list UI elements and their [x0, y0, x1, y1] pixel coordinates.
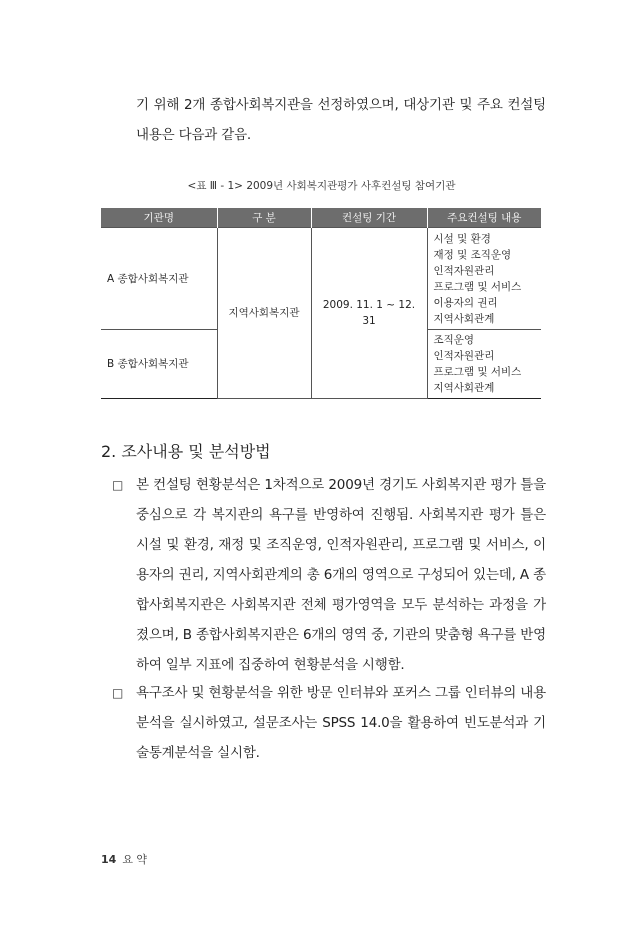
table-header-row	[101, 208, 541, 228]
page-number: 14	[101, 853, 117, 866]
topic-item: 시설 및 환경	[433, 232, 491, 245]
footer-label: 요 약	[122, 853, 148, 866]
topic-item: 인적자원관리	[433, 264, 495, 277]
header-topics: 주요컨설팅 내용	[427, 208, 541, 228]
topics-a	[427, 228, 541, 330]
topics-b	[427, 330, 541, 399]
topic-item: 조직운영	[433, 334, 475, 346]
section-paragraph-2: 욕구조사 및 현황분석을 위한 방문 인터뷰와 포커스 그룹 인터뷰의 내용분석을 실시하였고, 설문조사는 SPSS 14.0을 활용하여 빈도분석과 기술통계분석을 실시함.	[136, 685, 546, 761]
institution-a: A 종합사회복지관	[101, 228, 217, 330]
table-row	[101, 228, 541, 330]
topic-item: 프로그램 및 서비스	[433, 280, 522, 293]
topic-item: 프로그램 및 서비스	[433, 366, 522, 378]
section-heading: 2. 조사내용 및 분석방법	[101, 442, 271, 461]
topic-item: 지역사회관계	[433, 382, 495, 394]
page-footer	[101, 851, 147, 867]
header-category: 구 분	[217, 208, 311, 228]
header-period: 컨설팅 기간	[311, 208, 427, 228]
institution-b: B 종합사회복지관	[101, 330, 217, 399]
section-paragraph-1: 본 컨설팅 현황분석은 1차적으로 2009년 경기도 사회복지관 평가 틀을 중심으로 각 복지관의 욕구를 반영하여 진행됨. 사회복지관 평가 틀은 시설 및 환경, 재정 및 조직운영, 인적자원관리, 프로그램 및 서비스, 이용자의 권리, 지역사회관계의 총 6개의 영역으로 구성되어 있는데, A 종합사회복지관은 사회복지관 전체 평가영역을 모두 분석하는 과정을 가졌으며, B 종합사회복지관은 6개의 영역 중, 기관의 맞춤형 욕구를 반영하여 일부 지표에 집중하여 현황분석을 시행함.	[136, 477, 546, 673]
topic-item: 이용자의 권리	[433, 296, 498, 309]
header-institution: 기관명	[101, 208, 217, 228]
participants-table	[101, 208, 541, 399]
topic-item: 인적자원관리	[433, 350, 495, 362]
bullet-1: □	[112, 478, 124, 492]
topic-item: 지역사회관계	[433, 312, 495, 325]
intro-paragraph: 기 위해 2개 종합사회복지관을 선정하였으며, 대상기관 및 주요 컨설팅 내용은 다음과 같음.	[136, 97, 546, 143]
table-caption: <표 Ⅲ - 1> 2009년 사회복지관평가 사후컨설팅 참여기관	[187, 180, 456, 192]
period-cell: 2009. 11. 1 ~ 12. 31	[311, 228, 427, 399]
bullet-2: □	[112, 686, 124, 700]
topic-item: 재정 및 조직운영	[433, 248, 512, 261]
category-cell: 지역사회복지관	[217, 228, 311, 399]
